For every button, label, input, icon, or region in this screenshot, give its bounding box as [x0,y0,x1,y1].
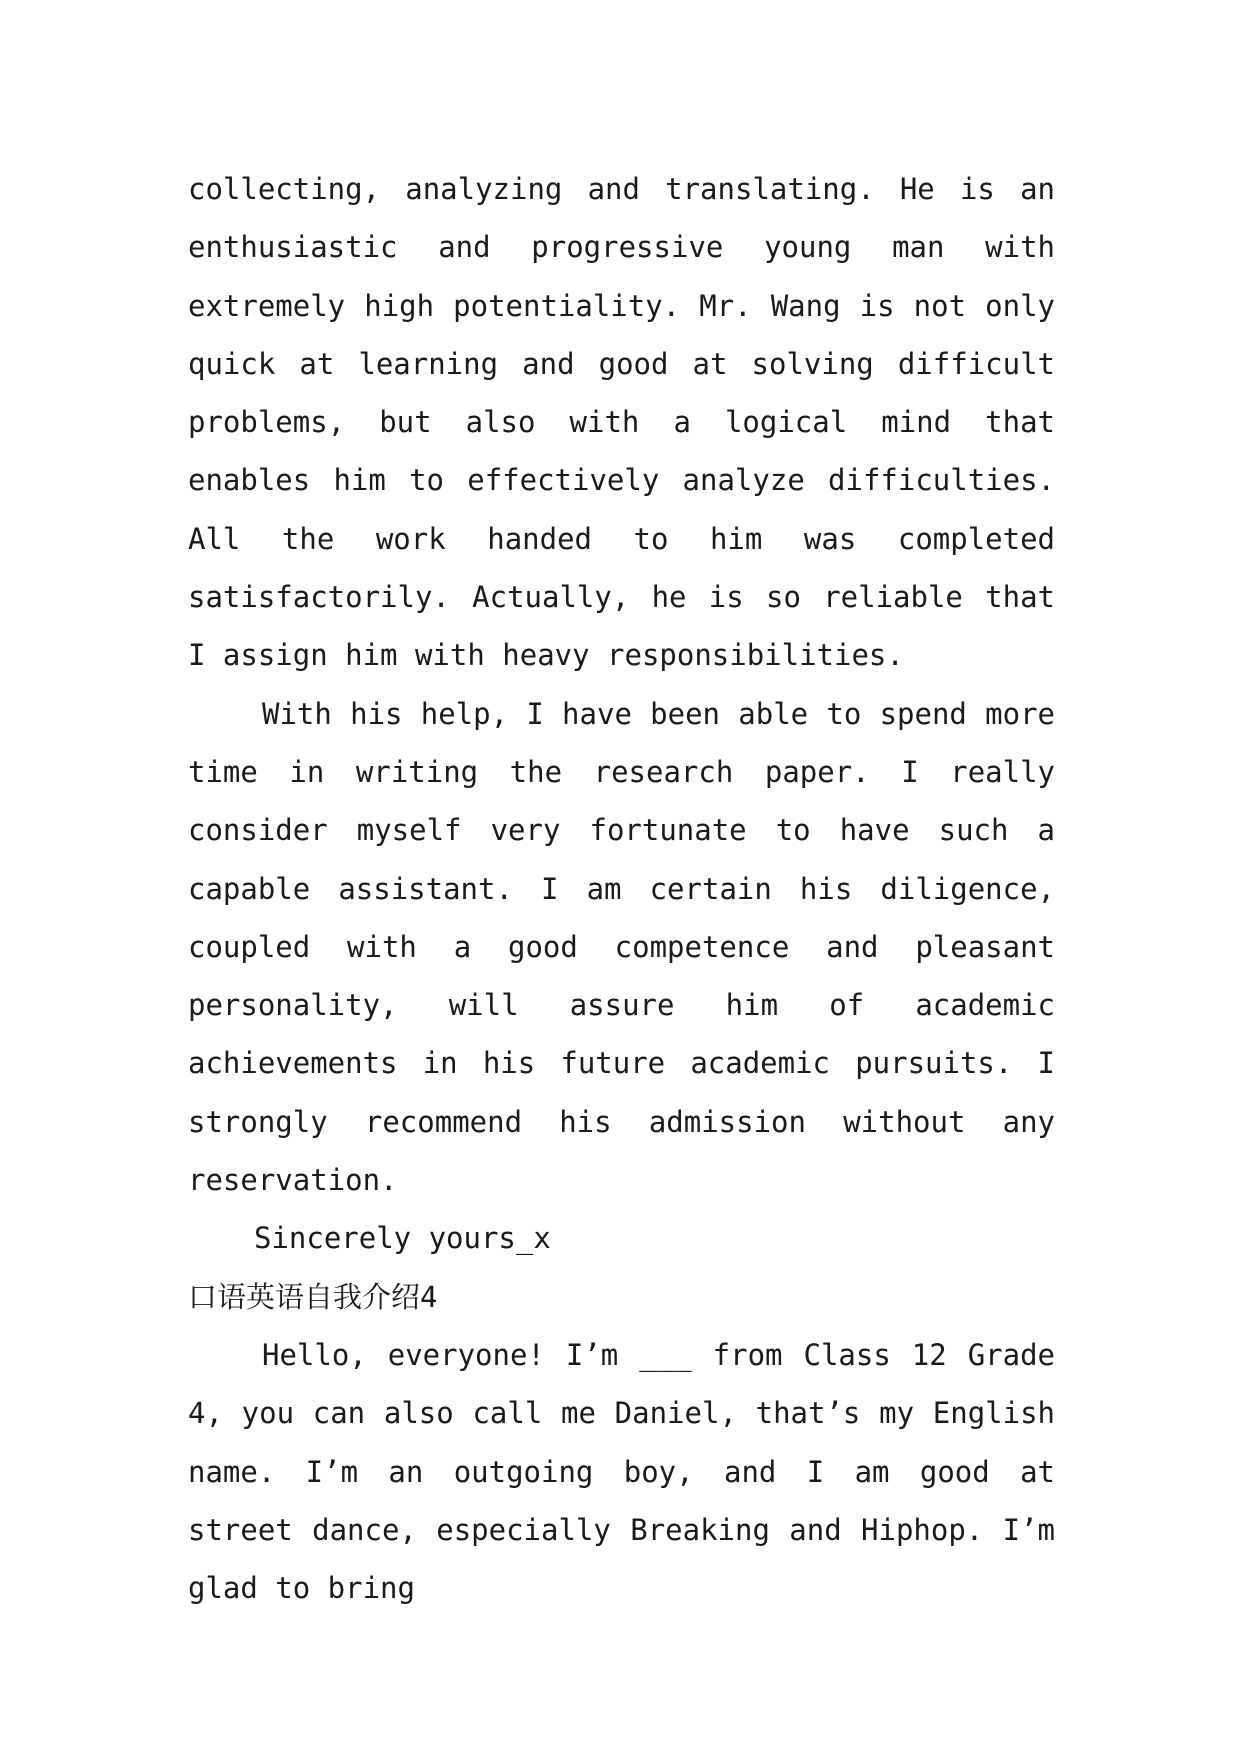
paragraph-continuation: collecting, analyzing and translating. He is an enthusiastic and progressive young man with extremely high potentiality. Mr. Wang is not only quick at learning and good at solving difficult problems, but also with a logical mind that enables him to effectively analyze difficulties. All the work handed to him was completed satisfactorily. Actually, he is so reliable that I assign him with heavy responsibilities. [188,172,1055,673]
closing-signature: Sincerely yours_x [254,1221,551,1256]
document-body [188,160,1055,1617]
paragraph-recommendation: With his help, I have been able to spend more time in writing the research paper. I really consider myself very fortunate to have such a capable assistant. I am certain his diligence, coupled with a good competence and pleasant personality, will assure him of academic achievements in his future academic pursuits. I strongly recommend his admission without any reservation. [188,696,1055,1198]
paragraph-introduction: Hello, everyone! I’m ___ from Class 12 Grade 4, you can also call me Daniel, that’s my English name. I’m an outgoing boy, and I am good at street dance, especially Breaking and Hiphop. I’m glad to bring [188,1337,1055,1606]
section-heading: 口语英语自我介绍4 [188,1279,438,1314]
